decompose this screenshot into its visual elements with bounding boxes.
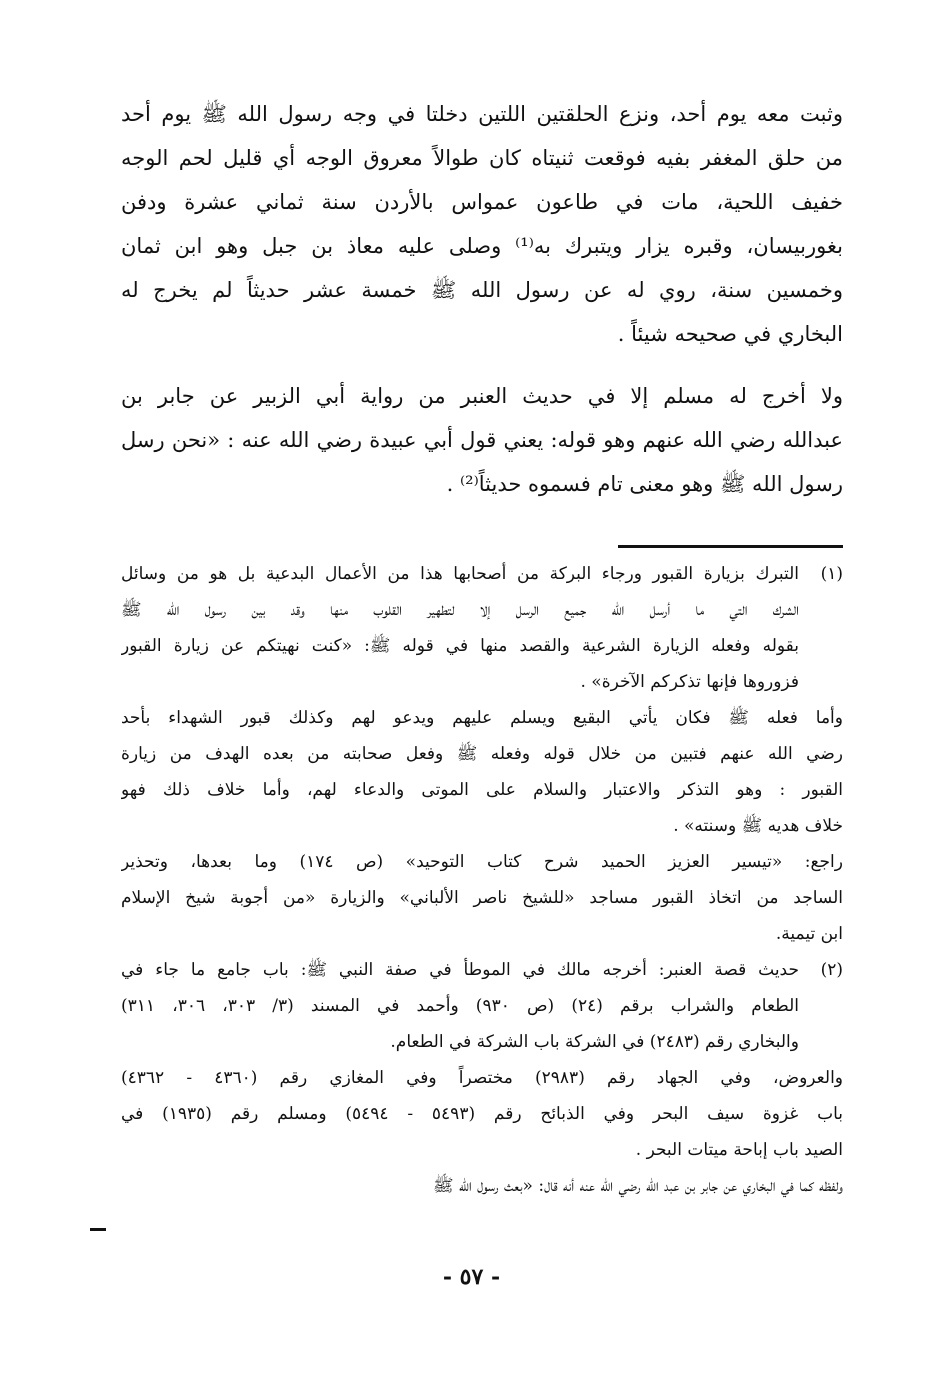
- text-line: بغوربيسان، وقبره يزار ويتبرك به⁽¹⁾ وصلى عليه معاذ بن جبل وهو ابن ثمان: [121, 234, 843, 258]
- footnote-2: [121, 952, 843, 1168]
- text-line: خفيف اللحية، مات في طاعون عمواس بالأردن سنة ثماني عشرة ودفن: [121, 190, 843, 214]
- footnote-line: خلاف هديه ﷺ وسنته» .: [673, 816, 843, 836]
- footnote-number: (٢): [820, 960, 843, 980]
- paragraph-spacer: [121, 356, 843, 374]
- text-line: رسول الله ﷺ وهو معنى تام فسموه حديثاً⁽²⁾ .: [446, 472, 843, 496]
- footnote-line: الطعام والشراب برقم (٢٤) (ص ٩٣٠) وأحمد في المسند (٣/ ٣٠٣، ٣٠٦، ٣١١): [121, 996, 799, 1016]
- footnote-line: والعروض، وفي الجهاد رقم (٢٩٨٣) مختصراً وفي المغازي رقم (٤٣٦٠ - ٤٣٦٢): [121, 1068, 843, 1088]
- footnote-line: التبرك بزيارة القبور ورجاء البركة من أصحابها هذا من الأعمال البدعية بل هو من وسائل: [121, 564, 799, 584]
- footnote-number: (١): [820, 564, 843, 584]
- body-paragraph-2: [121, 374, 843, 506]
- text-line: البخاري في صحيحه شيئاً .: [617, 322, 843, 346]
- text-line: وخمسين سنة، روي له عن رسول الله ﷺ خمسة عشر حديثاً لم يخرج له: [121, 278, 843, 302]
- footnote-line: ابن تيمية.: [775, 924, 843, 944]
- footnote-continuation: [121, 1168, 843, 1204]
- footnote-line: رضي الله عنهم فتبين من خلال قوله وفعله ﷺ وفعل صحابته من بعده الهدف من زيارة: [121, 744, 843, 764]
- footnote-text: [121, 700, 843, 844]
- footnote-line: الصيد باب إباحة ميتات البحر .: [635, 1140, 843, 1160]
- footnote-text: [121, 1060, 843, 1168]
- footnote-text: [121, 556, 799, 700]
- footnote-divider: [618, 545, 843, 548]
- text-line: وثبت معه يوم أحد، ونزع الحلقتين اللتين دخلتا في وجه رسول الله ﷺ يوم أحد: [121, 102, 843, 126]
- main-text: [121, 92, 843, 506]
- text-line: ولا أخرج له مسلم إلا في حديث العنبر من رواية أبي الزبير عن جابر بن: [121, 384, 843, 408]
- footnote-line: فزوروها فإنها تذكركم الآخرة» .: [580, 672, 799, 692]
- page-number: - ٥٧ -: [442, 1264, 501, 1290]
- footnote-text: [121, 844, 843, 952]
- footnote-text: [121, 1168, 843, 1204]
- text-line: من حلق المغفر بفيه فوقعت ثنيتاه كان طوالاً معروق الوجه أي قليل لحم الوجه: [121, 146, 843, 170]
- footnote-line: راجع: «تيسير العزيز الحميد شرح كتاب التوحيد» (ص ١٧٤) وما بعدها، وتحذير: [121, 852, 843, 872]
- text-line: عبدالله رضي الله عنهم وهو قوله: يعني قول أبي عبيدة رضي الله عنه : «نحن رسل: [121, 428, 843, 452]
- footnotes: [121, 556, 843, 1204]
- footnote-line: وأما فعله ﷺ فكان يأتي البقيع ويسلم عليهم ويدعو لهم وكذلك قبور الشهداء بأحد: [121, 708, 843, 728]
- footnote-line: والبخاري رقم (٢٤٨٣) في الشركة باب الشركة في الطعام.: [390, 1032, 799, 1052]
- footnote-line: الشرك التي ما أرسل الله جميع الرسل إلا لتطهير القلوب منها وقد بين رسول الله ﷺ: [121, 600, 799, 620]
- footnote-line: الساجد من اتخاذ القبور مساجد «للشيخ ناصر الألباني» والزيارة «من أجوبة شيخ الإسلام: [121, 888, 843, 908]
- footnote-text: [121, 952, 799, 1060]
- footnote-line: باب غزوة سيف البحر وفي الذبائح رقم (٥٤٩٣ - ٥٤٩٤) ومسلم رقم (١٩٣٥) في: [121, 1104, 843, 1124]
- footnote-line: حديث قصة العنبر: أخرجه مالك في الموطأ في صفة النبي ﷺ: باب جامع ما جاء في: [121, 960, 799, 980]
- footnote-line: القبور : وهو التذكر والاعتبار والسلام على الموتى والدعاء لهم، وأما خلاف ذلك فهو: [121, 780, 843, 800]
- footnote-line: ولفظه كما في البخاري عن جابر بن عبد الله رضي الله عنه أنه قال: «بعث رسول الله ﷺ: [433, 1176, 843, 1196]
- footnote-line: بقوله وفعله الزيارة الشرعية والقصد منها في قوله ﷺ: «كنت نهيتكم عن زيارة القبور: [121, 636, 799, 656]
- continuation-dash: [90, 1228, 106, 1231]
- body-paragraph-1: [121, 92, 843, 356]
- footnote-1: [121, 556, 843, 952]
